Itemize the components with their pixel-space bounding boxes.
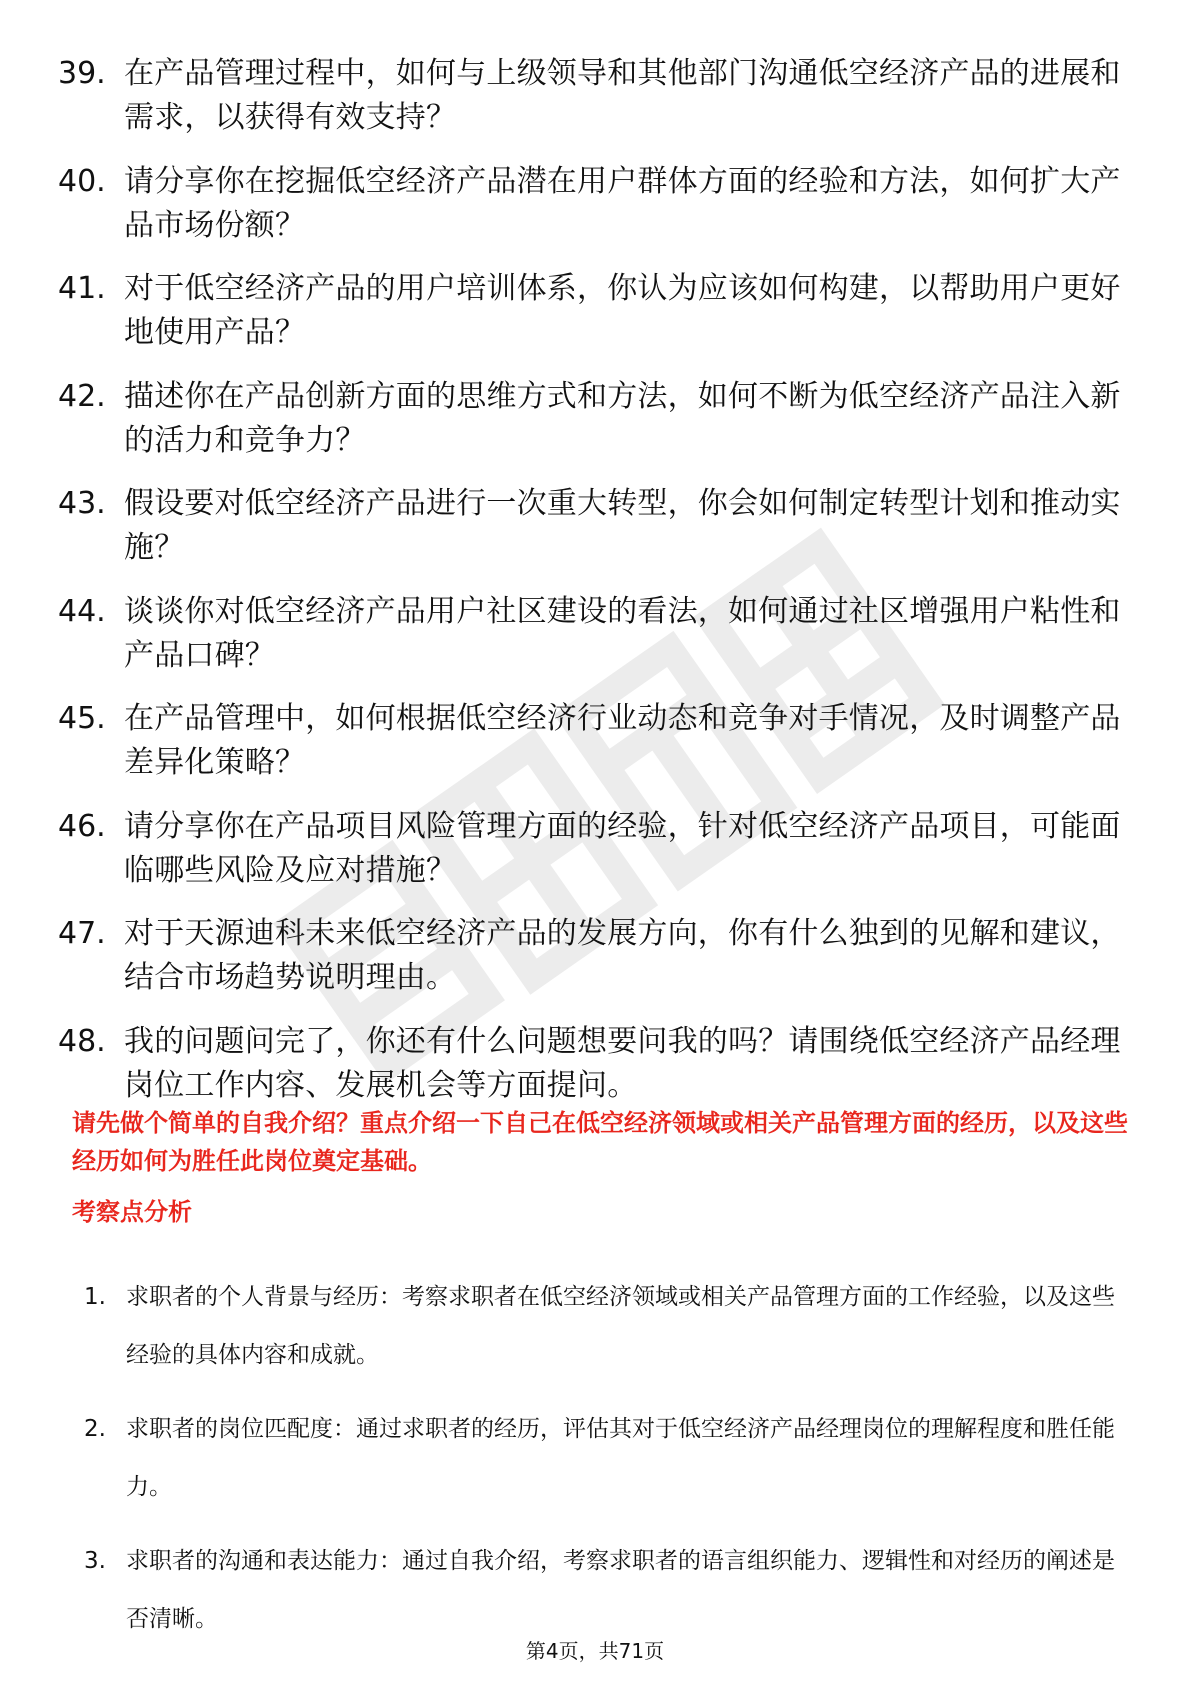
list-item [84,1532,1134,1648]
list-item [58,697,1138,785]
list-item [58,1020,1138,1108]
analysis-heading: 考察点分析 [72,1198,192,1226]
list-item [58,160,1138,248]
list-item [84,1268,1134,1384]
list-item [84,1400,1134,1516]
question-text: 对于天源迪科未来低空经济产品的发展方向，你有什么独到的见解和建议，结合市场趋势说明理由。 [124,916,1121,995]
highlighted-question: 请先做个简单的自我介绍？重点介绍一下自己在低空经济领域或相关产品管理方面的经历，以及这些经历如何为胜任此岗位奠定基础。 [72,1109,1128,1175]
question-text: 描述你在产品创新方面的思维方式和方法，如何不断为低空经济产品注入新的活力和竞争力？ [124,378,1121,458]
analysis-number: 3. [84,1548,106,1574]
analysis-number: 2. [84,1416,106,1442]
question-number: 39. [58,56,106,91]
question-text: 在产品管理过程中，如何与上级领导和其他部门沟通低空经济产品的进展和需求，以获得有效支持？ [124,56,1121,135]
list-item [58,482,1138,570]
question-text: 我的问题问完了，你还有什么问题想要问我的吗？请围绕低空经济产品经理岗位工作内容、发展机会等方面提问。 [124,1023,1121,1103]
analysis-text: 求职者的岗位匹配度：通过求职者的经历，评估其对于低空经济产品经理岗位的理解程度和胜任能力。 [126,1416,1115,1500]
question-text: 假设要对低空经济产品进行一次重大转型，你会如何制定转型计划和推动实施？ [124,486,1121,565]
analysis-number: 1. [84,1284,106,1310]
list-item [58,590,1138,678]
question-text: 对于低空经济产品的用户培训体系，你认为应该如何构建，以帮助用户更好地使用产品？ [124,271,1121,350]
list-item [58,52,1138,140]
question-number: 44. [58,593,106,629]
analysis-text: 求职者的沟通和表达能力：通过自我介绍，考察求职者的语言组织能力、逻辑性和对经历的阐述是否清晰。 [126,1548,1115,1632]
question-number: 42. [58,378,106,414]
question-text: 在产品管理中，如何根据低空经济行业动态和竞争对手情况，及时调整产品差异化策略？ [124,701,1121,780]
question-text: 请分享你在挖掘低空经济产品潜在用户群体方面的经验和方法，如何扩大产品市场份额？ [124,163,1121,243]
question-text: 请分享你在产品项目风险管理方面的经验，针对低空经济产品项目，可能面临哪些风险及应对措施？ [124,808,1121,888]
analysis-text: 求职者的个人背景与经历：考察求职者在低空经济领域或相关产品管理方面的工作经验，以及这些经验的具体内容和成就。 [126,1284,1115,1368]
list-item [58,912,1138,1000]
list-item [58,805,1138,893]
question-number: 41. [58,271,106,306]
list-item [58,375,1138,463]
analysis-list [84,1268,1134,1664]
question-list [58,52,1138,1127]
question-number: 46. [58,808,106,844]
question-number: 45. [58,701,106,736]
question-number: 40. [58,163,106,199]
question-number: 48. [58,1023,106,1059]
question-number: 47. [58,916,106,951]
list-item [58,267,1138,355]
page-footer: 第4页，共71页 [525,1639,665,1663]
question-text: 谈谈你对低空经济产品用户社区建设的看法，如何通过社区增强用户粘性和产品口碑？ [124,593,1121,673]
question-number: 43. [58,486,106,521]
